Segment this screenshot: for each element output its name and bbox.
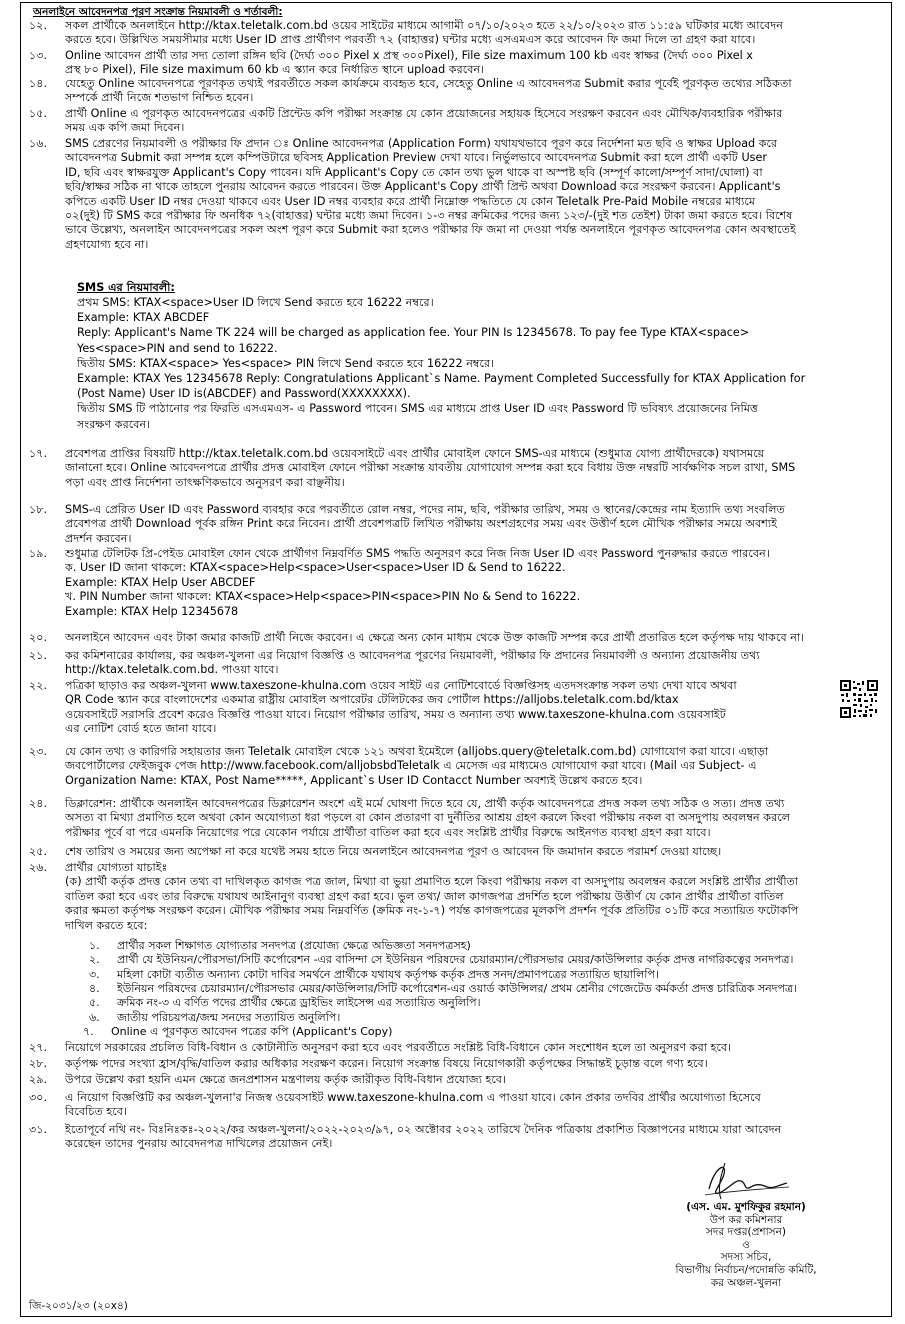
clause-line: প্রবেশপত্র প্রার্থী Download পূর্বক রঙ্গিন Print করে নিবেন। প্রার্থী প্রবেশপত্রটি লিখিত পরীক্ষায় অংশগ্রহণের সময় এবং উত্তীর্ণ হলে মৌখিক পরীক্ষার সময়ে অবশ্যই <box>65 517 777 531</box>
sms-rule-line: Reply: Applicant's Name TK 224 will be charged as application fee. Your PIN Is 12345678. To pay fee Type KTAX<space> <box>77 326 750 340</box>
document-list-item <box>89 939 471 953</box>
clause-line: ছবি/স্বাক্ষর সঠিক না থাকে তাহলে পুনরায় আবেদন করতে পারবেন। উক্ত Applicant's Copy প্রার্থী প্রিন্ট অথবা Download করে সংরক্ষণ করবেন। Applicant's <box>65 180 781 194</box>
clause-number: ১৪. <box>29 77 48 90</box>
clause-line: পত্রিকা ছাড়াও কর অঞ্চল-খুলনা www.taxeszone-khulna.com ওয়েব সাইট এর নোটিশবোর্ডে বিজ্ঞপ্তিসহ এতদসংক্রান্ত সকল তথ্য দেখা যাবে অথবা <box>65 679 737 692</box>
document-list-text: প্রার্থীর সকল শিক্ষাগত যোগ্যতার সনদপত্র (প্রযোজ্য ক্ষেত্রে অভিজ্ঞতা সনদপত্রসহ) <box>117 939 471 952</box>
clause-number: ৩০. <box>29 1091 48 1104</box>
document-list-item <box>89 996 481 1010</box>
sms-rule-line: Example: KTAX ABCDEF <box>77 311 210 325</box>
sms-rule-line: দ্বিতীয় SMS টি পাঠানোর পর ফিরতি এসএমএস- এ Password পাবেন। SMS এর মাধ্যমে প্রাপ্ত User ID এবং Password টি ভবিষ্যৎ প্রয়োজনের নিমিত্ত <box>77 402 758 416</box>
clause-line: SMS-এ প্রেরিত User ID এবং Password ব্যবহার করে পরবর্তীতে রোল নম্বর, পদের নাম, ছবি, পরীক্ষার তারিখ, সময় ও স্থানের/কেন্দ্রের নাম ইত্যাদি তথ্য সংবলিত <box>65 503 785 516</box>
document-list-item <box>89 1011 340 1025</box>
document-list-text: ক্রমিক নং-৩ এ বর্ণিত পদের প্রার্থীর ক্ষেত্রে ড্রাইভিং লাইসেন্স এর সত্যায়িত অনুলিপি। <box>117 996 481 1010</box>
clause-number: ১২. <box>29 19 48 32</box>
document-list-text: Online এ পূরণকৃত আবেদন পত্রের কপি (Applicant's Copy) <box>111 1024 393 1038</box>
document-list-item <box>83 1025 392 1039</box>
clause-line: বিবেচিত হবে। <box>65 1105 127 1119</box>
document-list-text: জাতীয় পরিচয়পত্র/জন্ম সনদের সত্যায়িত অনুলিপি। <box>117 1010 341 1024</box>
clause-number: ২৭. <box>29 1041 48 1054</box>
signatory-line: বিভাগীয় নির্বাচন/পদোন্নতি কমিটি, <box>675 1263 817 1276</box>
clause-line: পড়া এবং প্রাপ্ত নির্দেশনা তাৎক্ষণিকভাবে অনুসরণ করা বাঞ্ছনীয়। <box>65 475 345 489</box>
clause-line: Online আবেদন প্রার্থী তার সদ্য তোলা রঙ্গিন ছবি (দৈর্ঘ্য ৩০০ Pixel x প্রস্থ ৩০০Pixel), File size maximum 100 kb এবং স্বাক্ষর (দৈর্ঘ্য ৩০০ Pixel x <box>65 49 753 62</box>
clause-line: প্রস্থ ৮০ Pixel), File size maximum 60 kb এ স্ক্যান করে নির্ধারিত স্থানে upload করবেন। <box>65 63 485 77</box>
clause-line: QR Code স্ক্যান করে বাংলাদেশের একমাত্র রাষ্ট্রীয় মোবাইল অপারেটর টেলিটকের জব পোর্টাল https://alljobs.teletalk.com.bd/ktax <box>65 693 679 707</box>
document-list-item <box>89 953 793 967</box>
sms-rule-line: প্রথম SMS: KTAX<space>User ID লিখে Send করতে হবে 16222 নম্বরে। <box>77 296 434 309</box>
clause-line: আবেদনপত্র Submit করা সম্পন্ন হলে কম্পিউটারে ছবিসহ Application Preview দেখা যাবে। নির্ভুলভাবে আবেদনপত্র Submit করা হলে প্রার্থী একটি User <box>65 151 767 165</box>
clause-line: দাখিল করতে হবে: <box>65 918 148 932</box>
signatory-designation <box>611 1214 881 1290</box>
clause-line: খ. PIN Number জানা থাকলে: KTAX<space>Help<space>PIN<space>PIN No & Send to 16222. <box>65 590 581 604</box>
clause-line: ওয়েবসাইটে সরাসরি প্রবেশ করেও বিজ্ঞপ্তি পাওয়া যাবে। নিয়োগ পরীক্ষার তারিখ, সময় ও অন্যান্য তথ্য www.taxeszone-khulna.com ওয়েবসাইট <box>65 707 726 721</box>
clause-line: জানানো হবে। Online আবেদনপত্রে প্রার্থীর প্রদত্ত মোবাইল ফোনে পরীক্ষা সংক্রান্ত যাবতীয় যোগাযোগ সম্পন্ন করা হবে বিধায় উক্ত নম্বরটি সার্বক্ষণিক সচল রাখা, SMS <box>65 461 796 475</box>
clause-number: ১৬. <box>29 137 48 150</box>
document-list-number: ১. <box>89 939 100 952</box>
clause-line: ০২(দুই) টি SMS করে পরীক্ষার ফি অনধিক ৭২(বাহাত্তর) ঘন্টার মধ্যে জমা দিবেন। ১-৩ নম্বর ক্রমিকের পদের জন্য ১২৩/-(দুই শত তেইশ) টাকা জমা করতে হবে। বিশেষ <box>65 209 793 223</box>
clause-line: Organization Name: KTAX, Post Name*****, Applicant`s User ID Contacct Number অবশ্যই উল্লেখ করতে হবে। <box>65 773 643 787</box>
clause-number: ২৯. <box>29 1073 48 1086</box>
clause-line: করার ক্ষমতা কর্তৃপক্ষ সংরক্ষণ করেন। মৌখিক পরীক্ষার সময় নিম্নবর্ণিত (ক্রমিক নং-১-৭) পর্যন্ত কাগজপত্রের মূলকপি প্রদর্শন পূর্বক প্রতিটির ০১টি করে সত্যায়িত ফটোকপি <box>65 904 799 918</box>
clause-line: এ নিয়োগ বিজ্ঞপ্তিটি কর অঞ্চল-খুলনা'র নিজস্ব ওয়েবসাইট www.taxeszone-khulna.com এ পাওয়া যাবে। কোন প্রকার তদবির প্রার্থীর অযোগ্যতা হিসেবে <box>65 1091 761 1104</box>
clause-line: সম্পর্কে প্রার্থী নিজে শতভাগ নিশ্চিত হবেন। <box>65 91 254 105</box>
clause-number: ১৩. <box>29 49 48 62</box>
clause-line: ডিক্লারেশন: প্রার্থীকে অনলাইন আবেদনপত্রের ডিক্লারেশন অংশে এই মর্মে ঘোষণা দিতে হবে যে, প্রার্থী কর্তৃক আবেদনপত্রে প্রদত্ত সকল তথ্য সঠিক ও সত্য। প্রদত্ত তথ্য <box>65 797 785 810</box>
signatory-line: সদস্য সচিব, <box>720 1251 772 1264</box>
clause-line: ID, ছবি এবং স্বাক্ষরযুক্ত Applicant's Copy পাবেন। যদি Applicant's Copy তে কোন তথ্য ভুল থাকে বা অস্পষ্ট ছবি (সম্পূর্ণ কালো/সম্পূর্ণ সাদা/ঘোলা) বা <box>65 165 763 179</box>
clause-line: গ্রহণযোগ্য হবে না। <box>65 237 149 251</box>
clause-line: অনলাইনে আবেদন এবং টাকা জমার কাজটি প্রার্থী নিজে করবেন। এ ক্ষেত্রে অন্য কোন মাধ্যম থেকে উক্ত কাজটি সম্পন্ন করে প্রার্থী প্রতারিত হলে কর্তৃপক্ষ দায় থাকবে না। <box>65 631 805 644</box>
document-list-number: ৫. <box>89 996 100 1010</box>
document-list-item <box>89 982 797 996</box>
clause-line: নিয়োগে সরকারের প্রচলিত বিধি-বিধান ও কোটানীতি অনুসরণ করা হবে এবং পরবর্তীতে সংশ্লিষ্ট বিধি-বিধানে কোন সংশোধন হলে তা অনুসরণ করা হবে। <box>65 1041 732 1054</box>
qr-code-icon <box>839 679 879 719</box>
clause-line: সকল প্রার্থীকে অনলাইনে http://ktax.teletalk.com.bd ওয়েব সাইটের মাধ্যমে আগামী ০৭/১০/২০২৩ হতে ২২/১০/২০২৩ রাত ১১:৫৯ ঘটিকার মধ্যে আবেদন <box>65 19 783 32</box>
clause-line: শুধুমাত্র টেলিটক প্রি-পেইড মোবাইল ফোন থেকে প্রার্থীগণ নিম্নবর্ণিত SMS পদ্ধতি অনুসরণ করে নিজ নিজ User ID এবং Password পুনরুদ্ধার করতে পারবেন। <box>65 547 770 560</box>
sms-rule-line: সংরক্ষণ করবেন। <box>77 417 151 431</box>
clause-number: ১৫. <box>29 107 48 120</box>
clause-number: ১৭. <box>29 447 48 460</box>
clause-line: জবপোর্টালের ফেইজবুক পেজ http://www.facebook.com/alljobsbdTeletalk এ মেসেজ এর মাধ্যমেও যোগাযোগ করা যাবে। (Mail এর Subject- এ <box>65 759 757 773</box>
clause-number: ২১. <box>29 649 48 662</box>
sms-rule-line: দ্বিতীয় SMS: KTAX<space> Yes<space> PIN লিখে Send করতে হবে 16222 নম্বরে। <box>77 356 495 370</box>
notice-page <box>20 2 892 1317</box>
clause-line: অসত্য বা মিথ্যা প্রমাণিত হলে অথবা কোন অযোগ্যতা ধরা পড়লে বা কোন প্রতারণা বা দুর্নীতির আশ্রয় গ্রহণ করলে কিংবা পরীক্ষায় নকল বা অসদুপায় অবলম্বন করলে <box>65 811 791 825</box>
clause-number: ২৪. <box>29 797 48 810</box>
sms-rule-line: Example: KTAX Yes 12345678 Reply: Congratulations Applicant`s Name. Payment Completed Successfully for KTAX Application for <box>77 372 806 385</box>
signatory-line: কর অঞ্চল-খুলনা <box>710 1276 782 1289</box>
sms-rule-line: Yes<space>PIN and send to 16222. <box>77 341 278 355</box>
clause-line: শেষ তারিখ ও সময়ের জন্য অপেক্ষা না করে যথেষ্ট সময় হাতে নিয়ে অনলাইনে আবেদনপত্র পূরণ ও আবেদন ফি জমাদান করতে পরামর্শ দেওয়া যাচ্ছে। <box>65 845 722 858</box>
clause-number: ২২. <box>29 679 48 692</box>
clause-line: Example: KTAX Help User ABCDEF <box>65 575 256 589</box>
signature-block <box>611 1201 881 1289</box>
clause-number: ২৬. <box>29 861 48 874</box>
clause-line: http://ktax.teletalk.com.bd. পাওয়া যাবে। <box>65 663 279 677</box>
clause-line: করেছেন তাদের পুনরায় আবেদনপত্র দাখিলের প্রয়োজন নেই। <box>65 1137 333 1151</box>
signature-mark <box>701 1155 791 1201</box>
document-list-number: ৭. <box>83 1024 94 1038</box>
document-list-number: ৪. <box>89 981 100 995</box>
signatory-line: ও <box>742 1238 750 1251</box>
clause-number: ২৮. <box>29 1057 48 1070</box>
document-list-number: ৬. <box>89 1010 100 1024</box>
clause-line: প্রার্থী Online এ পূরণকৃত আবেদনপত্রের একটি প্রিন্টেড কপি পরীক্ষা সংক্রান্ত যে কোন প্রয়োজনের সহায়ক হিসেবে সংরক্ষণ করবেন এবং মৌখিক/ব্যবহারিক পরীক্ষার <box>65 107 783 120</box>
document-list-number: ৩. <box>89 967 100 981</box>
document-list-item <box>89 968 659 982</box>
clause-line: পরীক্ষার পূর্বে বা পরে এমনকি নিয়োগের পরে যেকোন পর্যায়ে প্রার্থীতা বাতিল করা হবে এবং সংশ্লিষ্ট প্রার্থীর বিরুদ্ধে আইনগত ব্যবস্থা গ্রহণ করা যাবে। <box>65 825 711 839</box>
signatory-line: সদর দপ্তর(প্রশাসন) <box>706 1226 786 1239</box>
clause-line: প্রার্থীর যোগ্যতা যাচাইঃ <box>65 861 168 874</box>
section-heading: অনলাইনে আবেদনপত্র পূরণ সংক্রান্ত নিয়মাবলী ও শর্তাবলী: <box>33 6 283 18</box>
clause-line: করতে হবে। উল্লিখিত সময়সীমার মধ্যে User ID প্রাপ্ত প্রার্থীগণ পরবর্তী ৭২ (বাহাত্তর) ঘন্টার মধ্যে এসএমএস করে আবেদন ফি জমা দিলে তা গ্রহণ করা যাবে। <box>65 33 756 47</box>
clause-line: কর্তৃপক্ষ পদের সংখ্যা হ্রাস/বৃদ্ধি/বাতিল করার অধিকার সংরক্ষণ করেন। নিয়োগ সংক্রান্ত বিষয়ে নিয়োগকারী কর্তৃপক্ষের সিদ্ধান্তই চূড়ান্ত বলে গণ্য হবে। <box>65 1057 708 1070</box>
clause-number: ১৯. <box>29 547 48 560</box>
document-list-text: মহিলা কোটা ব্যতীত অন্যান্য কোটা দাবির সমর্থনে প্রার্থীকে যথাযথ কর্তৃপক্ষ কর্তৃক প্রদত্ত সনদ/প্রমাণপত্রের সত্যায়িত ছায়ালিপি। <box>117 967 659 981</box>
clause-number: ২৫. <box>29 845 48 858</box>
clause-line: কর কমিশনারের কার্যালয়, কর অঞ্চল-খুলনা এর নিয়োগ বিজ্ঞপ্তি ও আবেদনপত্র পূরণের নিয়মাবলী, পরীক্ষার ফি প্রদানের নিয়মাবলী ও অন্যান্য প্রয়োজনীয় তথ্য <box>65 649 760 662</box>
clause-number: ২০. <box>29 631 48 644</box>
clause-number: ১৮. <box>29 503 48 516</box>
document-list-text: ইউনিয়ন পরিষদের চেয়ারম্যান/পৌরসভার মেয়র/কাউন্সিলার/সিটি কর্পোরেশন-এর ওয়ার্ড কাউন্সিলর/ প্রথম শ্রেনীর গেজেটেড কর্মকর্তা প্রদত্ত চারিত্রিক সনদপত্র। <box>117 981 797 995</box>
document-list-number: ২. <box>89 953 100 967</box>
clause-line: ইতোপূর্বে নথি নং- বিঃনিঃকঃ-২০২২/কর অঞ্চল-খুলনা/২০২২-২০২৩/৯৭, ০২ অক্টোবর ২০২২ তারিখে দৈনিক পত্রিকায় প্রকাশিত বিজ্ঞাপনের মাধ্যমে যারা আবেদন <box>65 1123 782 1136</box>
document-list-text: প্রার্থী যে ইউনিয়ন/পৌরসভা/সিটি কর্পোরেশন -এর বাসিন্দা সে ইউনিয়ন পরিষদের চেয়ারম্যান/পৌরসভার মেয়র/কাউন্সিলার কর্তৃক প্রদত্ত নাগরিকত্বের সনদপত্র। <box>117 953 794 967</box>
clause-line: কপিতে একটি User ID নম্বর দেওয়া থাকবে এবং User ID নম্বর ব্যবহার করে প্রার্থী নিম্নোক্ত পদ্ধতিতে যে কোন Teletalk Pre-Paid Mobile নম্বরের মাধ্যমে <box>65 194 756 208</box>
clause-line: সময় এক কপি জমা দিবেন। <box>65 121 185 135</box>
footer-code: জি-২০৩১/২৩ (২০x৪) <box>29 1300 128 1312</box>
sms-rule-line: (Post Name) User ID is(ABCDEF) and Password(XXXXXXXX). <box>77 387 411 401</box>
sms-rules-title: SMS এর নিয়মাবলী: <box>77 281 175 294</box>
clause-line: বাতিল করা হবে এবং তার বিরুদ্ধে যথাযথ আইনানুগ ব্যবস্থা গ্রহণ করা হবে। ভুল তথ্য/ জাল কাগজপত্র প্রদর্শিত হলে পরীক্ষায় উত্তীর্ণ যে কোন প্রার্থীর প্রার্থীতা বাতিল <box>65 889 784 903</box>
clause-line: ক. User ID জানা থাকলে: KTAX<space>Help<space>User<space>User ID & Send to 16222. <box>65 561 566 575</box>
clause-line: ভাবে উল্লেখ্য, অনলাইন আবেদনপত্রের সকল অংশ পূরণ করে Submit করা হলেও পরীক্ষার ফি জমা না দেওয়া পর্যন্ত অনলাইনে পূরণকৃত আবেদনপত্র কোন অবস্থাতেই <box>65 223 796 237</box>
clause-line: উপরে উল্লেখ করা হয়নি এমন ক্ষেত্রে জনপ্রশাসন মন্ত্রণালয় কর্তৃক জারীকৃত বিধি-বিধান প্রযোজ্য হবে। <box>65 1073 507 1086</box>
clause-line: যেহেতু Online আবেদনপত্রে পূরণকৃত তথ্যই পরবর্তীতে সকল কার্যক্রমে ব্যবহৃত হবে, সেহেতু Online এ আবেদনপত্র Submit করার পূর্বেই পূরণকৃত তথ্যের সঠিকতা <box>65 77 792 90</box>
signatory-name: (এস. এম. মুশফিকুর রহমান) <box>686 1201 806 1213</box>
clause-line: যে কোন তথ্য ও কারিগরি সহায়তার জন্য Teletalk মোবাইল থেকে ১২১ অথবা ইমেইলে (alljobs.query@teletalk.com.bd) যোগাযোগ করা যাবে। এছাড়া <box>65 745 769 758</box>
clause-line: SMS প্রেরণের নিয়মাবলী ও পরীক্ষার ফি প্রদান ঃ Online আবেদনপত্র (Application Form) যথাযথভাবে পূরণ করে নির্দেশনা মত ছবি ও স্বাক্ষর Upload করে <box>65 137 778 150</box>
clause-line: প্রবেশপত্র প্রাপ্তির বিষয়টি http://ktax.teletalk.com.bd ওয়েবসাইটে এবং প্রার্থীর মোবাইল ফোনে SMS-এর মাধ্যমে (শুধুমাত্র যোগ্য প্রার্থীদেরকে) যথাসময়ে <box>65 447 765 460</box>
clause-number: ৩১. <box>29 1123 48 1136</box>
clause-line: এর নোটিশ বোর্ড হতে জানা যাবে। <box>65 722 217 736</box>
clause-line: Example: KTAX Help 12345678 <box>65 604 239 618</box>
signatory-line: উপ কর কমিশনার <box>709 1213 783 1226</box>
clause-number: ২৩. <box>29 745 48 758</box>
clause-line: প্রদর্শন করবেন। <box>65 531 132 545</box>
clause-line: (ক) প্রার্থী কর্তৃক প্রদত্ত কোন তথ্য বা দাখিলকৃত কাগজ পত্র জাল, মিথ্যা বা ভুয়া প্রমাণিত হলে কিংবা পরীক্ষায় নকল বা অসদুপায় অবলম্বন করলে সংশ্লিষ্ট প্রার্থীর প্রার্থীতা <box>65 875 799 889</box>
